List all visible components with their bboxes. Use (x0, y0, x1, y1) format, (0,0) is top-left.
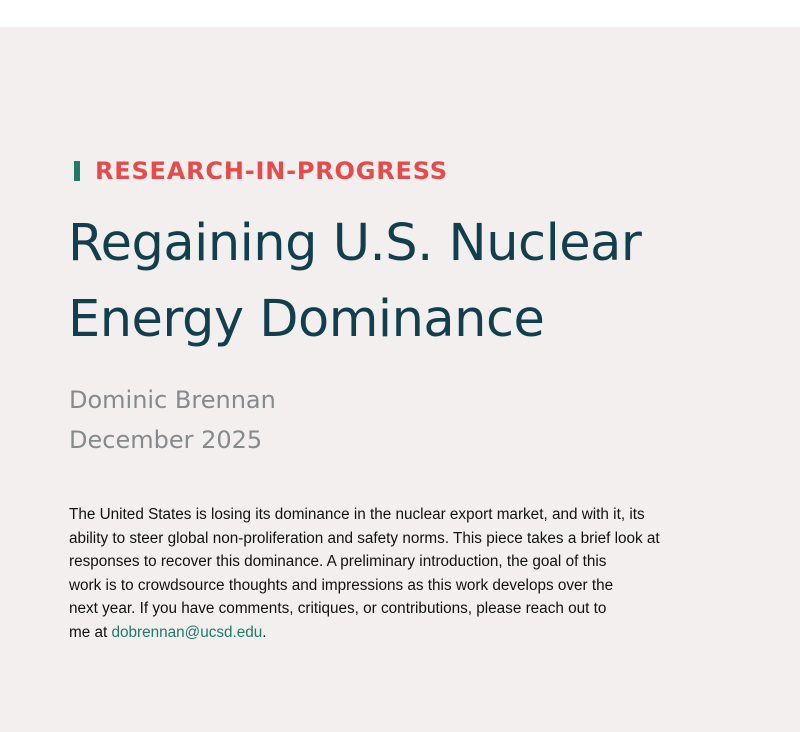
abstract-last-suffix: . (262, 623, 267, 641)
abstract-line: ability to steer global non-proliferation and safety norms. This piece takes a brief look at (69, 529, 660, 547)
page-title (68, 206, 768, 358)
abstract-last-prefix: me at (69, 623, 112, 641)
document-meta (69, 380, 276, 460)
email-link[interactable]: dobrennan@ucsd.edu (111, 623, 263, 641)
author-name: Dominic Brennan (69, 386, 276, 414)
abstract-paragraph (69, 503, 719, 645)
abstract-line: next year. If you have comments, critiques, or contributions, please reach out to (69, 600, 607, 618)
section-kicker (74, 157, 448, 185)
title-line-2: Energy Dominance (68, 290, 545, 349)
abstract-line: responses to recover this dominance. A preliminary introduction, the goal of this (69, 553, 607, 571)
publication-date: December 2025 (69, 426, 263, 454)
abstract-line: work is to crowdsource thoughts and impressions as this work develops over the (69, 576, 614, 594)
title-line-1: Regaining U.S. Nuclear (68, 214, 642, 273)
abstract-line: The United States is losing its dominance in the nuclear export market, and with it, its (69, 506, 645, 523)
accent-bar (74, 161, 80, 181)
kicker-label: RESEARCH-IN-PROGRESS (95, 157, 448, 185)
